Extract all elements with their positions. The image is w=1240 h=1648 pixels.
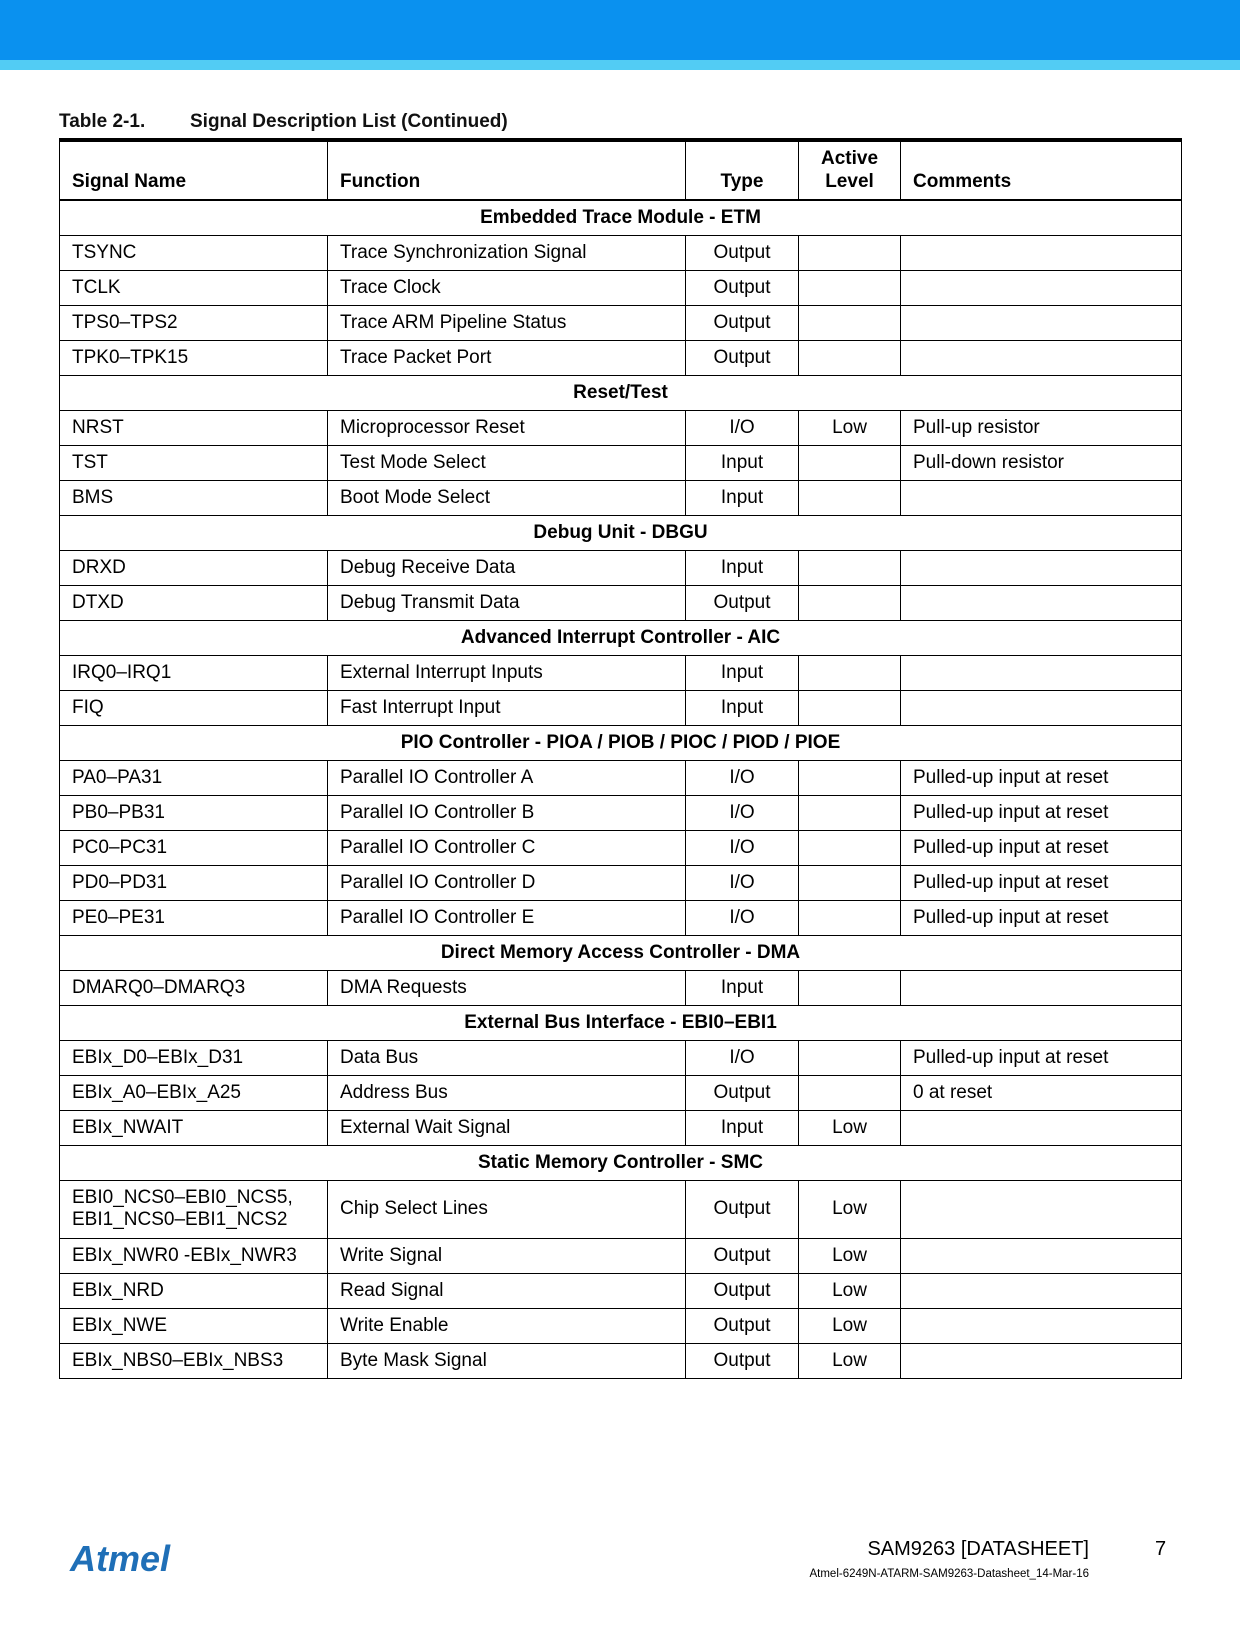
- table-row: [60, 830, 1182, 865]
- table-row: [60, 235, 1182, 270]
- cell-function: DMA Requests: [328, 970, 686, 1005]
- section-title: Direct Memory Access Controller - DMA: [60, 935, 1182, 970]
- table-row: [60, 410, 1182, 445]
- cell-comments: 0 at reset: [901, 1075, 1182, 1110]
- cell-type: Input: [686, 480, 799, 515]
- cell-comments: [901, 1308, 1182, 1343]
- cell-active-level: Low: [799, 1273, 901, 1308]
- cell-function: Parallel IO Controller C: [328, 830, 686, 865]
- cell-signal-name: TCLK: [60, 270, 328, 305]
- header-signal-name: Signal Name: [60, 140, 328, 200]
- section-row: [60, 935, 1182, 970]
- cell-comments: [901, 1238, 1182, 1273]
- cell-comments: [901, 340, 1182, 375]
- cell-signal-name: EBIx_NWAIT: [60, 1110, 328, 1145]
- cell-active-level: [799, 1040, 901, 1075]
- cell-comments: Pulled-up input at reset: [901, 865, 1182, 900]
- section-title: External Bus Interface - EBI0–EBI1: [60, 1005, 1182, 1040]
- cell-function: External Interrupt Inputs: [328, 655, 686, 690]
- cell-function: Read Signal: [328, 1273, 686, 1308]
- section-row: [60, 515, 1182, 550]
- cell-signal-name: PA0–PA31: [60, 760, 328, 795]
- cell-active-level: Low: [799, 1180, 901, 1238]
- cell-active-level: [799, 305, 901, 340]
- header-comments: Comments: [901, 140, 1182, 200]
- section-title: Static Memory Controller - SMC: [60, 1145, 1182, 1180]
- cell-active-level: Low: [799, 1110, 901, 1145]
- cell-signal-name: NRST: [60, 410, 328, 445]
- header-active-level-line1: Active: [820, 148, 879, 169]
- cell-comments: Pull-up resistor: [901, 410, 1182, 445]
- cell-type: I/O: [686, 410, 799, 445]
- cell-function: Debug Receive Data: [328, 550, 686, 585]
- cell-type: Output: [686, 1343, 799, 1378]
- cell-type: I/O: [686, 830, 799, 865]
- section-row: [60, 1145, 1182, 1180]
- cell-signal-name: PD0–PD31: [60, 865, 328, 900]
- atmel-logo: Atmel: [70, 1538, 171, 1579]
- table-row: [60, 1308, 1182, 1343]
- cell-function: Fast Interrupt Input: [328, 690, 686, 725]
- cell-signal-name: DMARQ0–DMARQ3: [60, 970, 328, 1005]
- cell-signal-name: EBIx_NRD: [60, 1273, 328, 1308]
- cell-comments: Pulled-up input at reset: [901, 1040, 1182, 1075]
- table-row: [60, 655, 1182, 690]
- table-row: [60, 1343, 1182, 1378]
- table-row: [60, 445, 1182, 480]
- cell-active-level: [799, 970, 901, 1005]
- cell-active-level: [799, 270, 901, 305]
- cell-signal-name-line2: EBI1_NCS0–EBI1_NCS2: [72, 1209, 288, 1230]
- cell-function: Trace Synchronization Signal: [328, 235, 686, 270]
- cell-type: Output: [686, 1075, 799, 1110]
- cell-signal-name: EBIx_NWE: [60, 1308, 328, 1343]
- table-row: [60, 480, 1182, 515]
- header-type: Type: [686, 140, 799, 200]
- cell-function: Parallel IO Controller D: [328, 865, 686, 900]
- section-row: [60, 620, 1182, 655]
- cell-active-level: [799, 445, 901, 480]
- cell-comments: [901, 235, 1182, 270]
- table-row: [60, 1040, 1182, 1075]
- cell-comments: [901, 1343, 1182, 1378]
- header-function: Function: [328, 140, 686, 200]
- cell-type: I/O: [686, 865, 799, 900]
- table-row: [60, 795, 1182, 830]
- table-row: [60, 1273, 1182, 1308]
- section-title: Reset/Test: [60, 375, 1182, 410]
- table-header-row: [60, 140, 1182, 200]
- cell-active-level: [799, 550, 901, 585]
- cell-active-level: [799, 900, 901, 935]
- cell-active-level: [799, 585, 901, 620]
- cell-type: I/O: [686, 760, 799, 795]
- cell-type: Input: [686, 550, 799, 585]
- table-row: [60, 970, 1182, 1005]
- cell-type: I/O: [686, 1040, 799, 1075]
- footer-doc-id: Atmel-6249N-ATARM-SAM9263-Datasheet_14-Mar-16: [809, 1568, 1089, 1580]
- cell-comments: [901, 1110, 1182, 1145]
- cell-function: Trace ARM Pipeline Status: [328, 305, 686, 340]
- cell-signal-name: BMS: [60, 480, 328, 515]
- table-row: [60, 270, 1182, 305]
- cell-function: Microprocessor Reset: [328, 410, 686, 445]
- cell-active-level: Low: [799, 1238, 901, 1273]
- cell-active-level: [799, 830, 901, 865]
- cell-active-level: [799, 480, 901, 515]
- header-stripe: [0, 60, 1240, 70]
- cell-comments: Pull-down resistor: [901, 445, 1182, 480]
- header-active-level-line2: Level: [825, 171, 874, 192]
- cell-signal-name: EBIx_A0–EBIx_A25: [60, 1075, 328, 1110]
- cell-type: Output: [686, 270, 799, 305]
- cell-active-level: [799, 795, 901, 830]
- cell-type: Output: [686, 235, 799, 270]
- table-row: [60, 305, 1182, 340]
- cell-comments: [901, 690, 1182, 725]
- cell-signal-name: TSYNC: [60, 235, 328, 270]
- cell-comments: [901, 585, 1182, 620]
- section-title: Advanced Interrupt Controller - AIC: [60, 620, 1182, 655]
- table-caption-number: Table 2-1.: [59, 111, 146, 132]
- cell-type: Output: [686, 585, 799, 620]
- cell-function: Data Bus: [328, 1040, 686, 1075]
- cell-comments: Pulled-up input at reset: [901, 760, 1182, 795]
- cell-signal-name: [60, 1180, 328, 1238]
- table-row: [60, 550, 1182, 585]
- table-caption-title: Signal Description List (Continued): [190, 111, 508, 132]
- section-title: Debug Unit - DBGU: [60, 515, 1182, 550]
- cell-comments: [901, 1273, 1182, 1308]
- cell-signal-name: TST: [60, 445, 328, 480]
- cell-type: Output: [686, 1273, 799, 1308]
- cell-active-level: [799, 690, 901, 725]
- footer-doc-title: SAM9263 [DATASHEET]: [867, 1538, 1089, 1560]
- cell-function: Address Bus: [328, 1075, 686, 1110]
- cell-function: Parallel IO Controller B: [328, 795, 686, 830]
- cell-signal-name: TPS0–TPS2: [60, 305, 328, 340]
- cell-type: Input: [686, 690, 799, 725]
- section-row: [60, 375, 1182, 410]
- cell-signal-name: PB0–PB31: [60, 795, 328, 830]
- cell-function: Chip Select Lines: [328, 1180, 686, 1238]
- table-body: [60, 200, 1182, 1378]
- cell-comments: [901, 270, 1182, 305]
- cell-signal-name: EBIx_NWR0 -EBIx_NWR3: [60, 1238, 328, 1273]
- cell-type: Output: [686, 1238, 799, 1273]
- cell-signal-name: IRQ0–IRQ1: [60, 655, 328, 690]
- section-row: [60, 200, 1182, 235]
- table-row: [60, 340, 1182, 375]
- cell-signal-name: PC0–PC31: [60, 830, 328, 865]
- section-title: PIO Controller - PIOA / PIOB / PIOC / PIOD / PIOE: [60, 725, 1182, 760]
- cell-comments: [901, 550, 1182, 585]
- cell-function: Write Enable: [328, 1308, 686, 1343]
- header-active-level: [799, 140, 901, 200]
- cell-function: Byte Mask Signal: [328, 1343, 686, 1378]
- cell-type: Input: [686, 1110, 799, 1145]
- cell-type: Output: [686, 1308, 799, 1343]
- cell-active-level: [799, 1075, 901, 1110]
- cell-type: Output: [686, 305, 799, 340]
- cell-comments: [901, 305, 1182, 340]
- cell-signal-name: EBIx_D0–EBIx_D31: [60, 1040, 328, 1075]
- cell-function: Trace Packet Port: [328, 340, 686, 375]
- cell-comments: [901, 480, 1182, 515]
- cell-function: Parallel IO Controller E: [328, 900, 686, 935]
- cell-type: Input: [686, 970, 799, 1005]
- cell-signal-name: EBIx_NBS0–EBIx_NBS3: [60, 1343, 328, 1378]
- table-row: [60, 760, 1182, 795]
- cell-comments: [901, 1180, 1182, 1238]
- cell-signal-name: PE0–PE31: [60, 900, 328, 935]
- table-row: [60, 690, 1182, 725]
- cell-type: Input: [686, 655, 799, 690]
- cell-signal-name: FIQ: [60, 690, 328, 725]
- cell-comments: Pulled-up input at reset: [901, 830, 1182, 865]
- table-row: [60, 1238, 1182, 1273]
- cell-active-level: [799, 235, 901, 270]
- cell-function: Debug Transmit Data: [328, 585, 686, 620]
- cell-function: External Wait Signal: [328, 1110, 686, 1145]
- signal-description-table: [59, 138, 1182, 1379]
- cell-type: I/O: [686, 900, 799, 935]
- cell-function: Test Mode Select: [328, 445, 686, 480]
- cell-active-level: [799, 760, 901, 795]
- cell-type: Output: [686, 1180, 799, 1238]
- table-caption: [59, 111, 508, 133]
- cell-signal-name: DTXD: [60, 585, 328, 620]
- section-row: [60, 725, 1182, 760]
- cell-signal-name: DRXD: [60, 550, 328, 585]
- cell-active-level: Low: [799, 1343, 901, 1378]
- cell-function: Write Signal: [328, 1238, 686, 1273]
- cell-type: Input: [686, 445, 799, 480]
- cell-type: I/O: [686, 795, 799, 830]
- header-band: [0, 0, 1240, 60]
- footer-page-number: 7: [1155, 1538, 1167, 1560]
- section-title: Embedded Trace Module - ETM: [60, 200, 1182, 235]
- cell-function: Trace Clock: [328, 270, 686, 305]
- cell-type: Output: [686, 340, 799, 375]
- cell-comments: [901, 655, 1182, 690]
- table-row: [60, 865, 1182, 900]
- cell-active-level: [799, 655, 901, 690]
- table-row: [60, 585, 1182, 620]
- cell-function: Parallel IO Controller A: [328, 760, 686, 795]
- cell-signal-name-line1: EBI0_NCS0–EBI0_NCS5,: [72, 1187, 293, 1208]
- table-row: [60, 1110, 1182, 1145]
- cell-active-level: Low: [799, 410, 901, 445]
- cell-comments: Pulled-up input at reset: [901, 900, 1182, 935]
- cell-comments: Pulled-up input at reset: [901, 795, 1182, 830]
- section-row: [60, 1005, 1182, 1040]
- cell-function: Boot Mode Select: [328, 480, 686, 515]
- table-row: [60, 1075, 1182, 1110]
- table-row: [60, 1180, 1182, 1238]
- table-row: [60, 900, 1182, 935]
- cell-signal-name: TPK0–TPK15: [60, 340, 328, 375]
- cell-comments: [901, 970, 1182, 1005]
- cell-active-level: Low: [799, 1308, 901, 1343]
- cell-active-level: [799, 865, 901, 900]
- cell-active-level: [799, 340, 901, 375]
